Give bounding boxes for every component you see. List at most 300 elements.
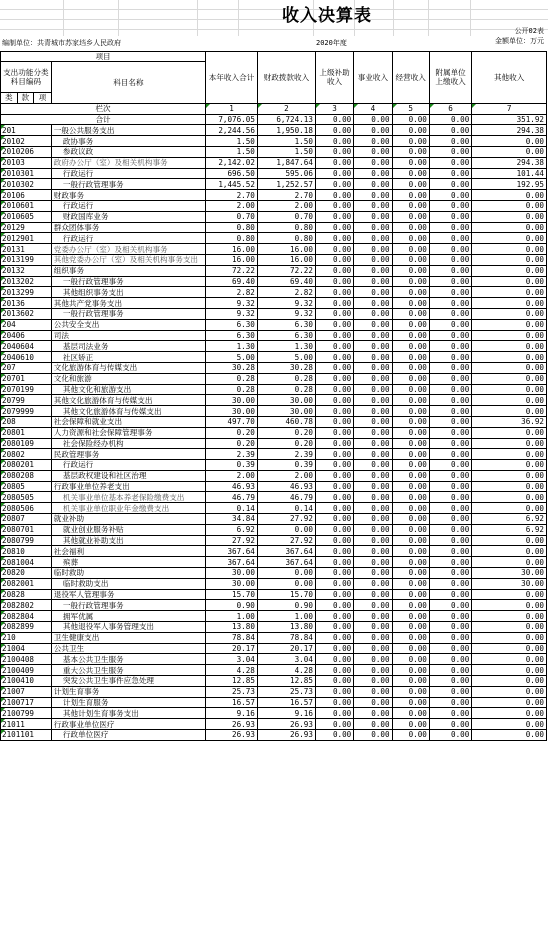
amount-cell: 0.00	[315, 438, 353, 449]
amount-cell: 0.00	[429, 427, 471, 438]
amount-cell: 0.00	[392, 362, 429, 373]
amount-cell: 0.00	[429, 514, 471, 525]
amount-cell: 294.38	[472, 125, 547, 136]
amount-cell: 0.00	[315, 373, 353, 384]
amount-cell: 0.00	[392, 179, 429, 190]
amount-cell: 0.00	[392, 352, 429, 363]
amount-cell: 0.00	[472, 244, 547, 255]
amount-cell: 0.00	[472, 233, 547, 244]
amount-cell: 9.16	[257, 708, 315, 719]
amount-cell: 1.50	[257, 136, 315, 147]
amount-cell: 4.28	[257, 665, 315, 676]
amount-cell: 0.00	[392, 503, 429, 514]
amount-cell: 0.00	[315, 568, 353, 579]
table-row	[1, 341, 547, 352]
table-row	[1, 179, 547, 190]
amount-cell: 0.00	[257, 524, 315, 535]
table-row	[1, 395, 547, 406]
amount-cell: 34.84	[206, 514, 258, 525]
table-row	[1, 535, 547, 546]
amount-cell: 0.00	[392, 200, 429, 211]
amount-cell: 9.32	[257, 298, 315, 309]
amount-cell: 0.00	[472, 265, 547, 276]
function-code-cell: 2040604	[1, 341, 52, 352]
subject-name-cell: 社会保险经办机构	[51, 438, 205, 449]
amount-cell: 6.92	[472, 514, 547, 525]
function-code-cell: 2010605	[1, 211, 52, 222]
amount-cell: 0.00	[472, 697, 547, 708]
function-code-cell: 20132	[1, 265, 52, 276]
amount-cell: 0.39	[257, 460, 315, 471]
amount-cell: 0.00	[429, 341, 471, 352]
amount-cell: 0.00	[472, 708, 547, 719]
amount-cell: 16.00	[206, 254, 258, 265]
amount-cell: 13.80	[257, 622, 315, 633]
subject-name-cell: 组织事务	[51, 265, 205, 276]
table-row	[1, 222, 547, 233]
amount-cell: 27.92	[257, 514, 315, 525]
amount-cell: 0.00	[354, 427, 392, 438]
amount-cell: 0.00	[354, 319, 392, 330]
amount-cell: 0.00	[315, 254, 353, 265]
subject-name-cell: 基本公共卫生服务	[51, 654, 205, 665]
amount-cell: 12.85	[257, 676, 315, 687]
amount-cell: 0.00	[472, 373, 547, 384]
function-code-cell: 20799	[1, 395, 52, 406]
amount-cell: 497.70	[206, 416, 258, 427]
amount-cell: 1.30	[257, 341, 315, 352]
compiling-unit: 编制单位：共青城市苏家垱乡人民政府	[2, 39, 121, 47]
amount-cell: 6.92	[472, 524, 547, 535]
amount-cell: 0.00	[472, 470, 547, 481]
amount-cell: 0.00	[472, 730, 547, 741]
function-code-cell: 204	[1, 319, 52, 330]
amount-cell: 3.04	[257, 654, 315, 665]
amount-cell: 0.00	[392, 557, 429, 568]
amount-cell: 0.00	[392, 146, 429, 157]
amount-cell: 27.92	[206, 535, 258, 546]
table-row	[1, 233, 547, 244]
amount-cell: 0.00	[354, 524, 392, 535]
amount-cell: 20.17	[206, 643, 258, 654]
amount-cell: 2.39	[257, 449, 315, 460]
table-row	[1, 600, 547, 611]
function-code-cell: 20801	[1, 427, 52, 438]
function-code-cell: 20701	[1, 373, 52, 384]
amount-cell: 5.00	[206, 352, 258, 363]
amount-cell: 0.00	[472, 460, 547, 471]
amount-cell: 0.00	[315, 481, 353, 492]
amount-cell: 0.00	[354, 611, 392, 622]
function-code-cell: 20805	[1, 481, 52, 492]
amount-cell: 0.00	[472, 395, 547, 406]
function-code-cell: 2081004	[1, 557, 52, 568]
amount-cell: 0.00	[429, 568, 471, 579]
amount-cell: 0.00	[392, 254, 429, 265]
amount-cell: 0.00	[315, 330, 353, 341]
table-row	[1, 503, 547, 514]
amount-cell: 0.00	[315, 244, 353, 255]
amount-cell: 0.00	[429, 535, 471, 546]
amount-cell: 0.00	[392, 481, 429, 492]
amount-cell: 69.40	[206, 276, 258, 287]
header-col-affiliated: 附属单位上缴收入	[429, 52, 471, 104]
amount-cell: 2.00	[257, 200, 315, 211]
subject-name-cell: 公共卫生	[51, 643, 205, 654]
function-code-cell: 21004	[1, 643, 52, 654]
amount-cell: 0.00	[472, 427, 547, 438]
amount-cell: 0.00	[392, 341, 429, 352]
amount-cell: 0.00	[429, 222, 471, 233]
amount-cell: 30.00	[472, 568, 547, 579]
amount-cell: 0.80	[206, 222, 258, 233]
function-code-cell: 2101101	[1, 730, 52, 741]
amount-cell: 0.00	[315, 146, 353, 157]
subject-name-cell: 突发公共卫生事件应急处理	[51, 676, 205, 687]
subject-name-cell: 其他计划生育事务支出	[51, 708, 205, 719]
subject-name-cell: 财政国库业务	[51, 211, 205, 222]
subject-name-cell: 政府办公厅（室）及相关机构事务	[51, 157, 205, 168]
amount-cell: 0.00	[472, 211, 547, 222]
header-col-business: 事业收入	[354, 52, 392, 104]
amount-cell: 0.00	[354, 136, 392, 147]
amount-cell: 0.00	[315, 460, 353, 471]
amount-cell: 0.00	[429, 557, 471, 568]
amount-cell: 0.00	[315, 676, 353, 687]
amount-cell: 0.00	[429, 632, 471, 643]
amount-cell: 0.00	[315, 708, 353, 719]
table-row	[1, 665, 547, 676]
function-code-cell: 2082804	[1, 611, 52, 622]
function-code-cell: 2080109	[1, 438, 52, 449]
function-code-cell: 2013299	[1, 287, 52, 298]
function-code-cell: 2080505	[1, 492, 52, 503]
subject-name-cell: 机关事业单位基本养老保险缴费支出	[51, 492, 205, 503]
amount-cell: 0.00	[392, 308, 429, 319]
amount-cell: 0.00	[429, 308, 471, 319]
amount-cell: 0.00	[315, 546, 353, 557]
function-code-cell: 2100799	[1, 708, 52, 719]
amount-cell: 0.00	[429, 319, 471, 330]
amount-cell: 0.00	[472, 298, 547, 309]
amount-cell: 0.00	[315, 265, 353, 276]
subject-name-cell: 人力资源和社会保障管理事务	[51, 427, 205, 438]
amount-cell: 0.00	[315, 665, 353, 676]
amount-cell: 0.00	[354, 146, 392, 157]
amount-cell: 0.90	[206, 600, 258, 611]
amount-cell: 0.00	[429, 654, 471, 665]
table-row	[1, 686, 547, 697]
amount-cell: 0.00	[354, 384, 392, 395]
amount-cell: 13.80	[206, 622, 258, 633]
table-row	[1, 157, 547, 168]
amount-cell: 0.00	[429, 395, 471, 406]
amount-cell: 0.00	[472, 557, 547, 568]
amount-cell: 1.00	[257, 611, 315, 622]
function-code-cell: 21011	[1, 719, 52, 730]
rank-num: 6	[429, 103, 471, 114]
table-row	[1, 557, 547, 568]
amount-cell: 0.00	[354, 492, 392, 503]
amount-cell: 0.00	[354, 308, 392, 319]
amount-cell: 0.00	[429, 276, 471, 287]
amount-cell: 0.00	[392, 157, 429, 168]
amount-cell: 0.00	[429, 643, 471, 654]
amount-cell: 0.00	[472, 589, 547, 600]
table-row	[1, 276, 547, 287]
amount-cell: 2.00	[206, 200, 258, 211]
amount-cell: 0.00	[472, 200, 547, 211]
amount-cell: 0.00	[472, 676, 547, 687]
subject-name-cell: 社会福利	[51, 546, 205, 557]
amount-cell: 0.00	[392, 654, 429, 665]
amount-cell: 0.00	[354, 200, 392, 211]
amount-cell: 0.00	[392, 298, 429, 309]
amount-cell: 0.00	[472, 438, 547, 449]
amount-cell: 0.00	[354, 568, 392, 579]
amount-cell: 0.00	[315, 503, 353, 514]
table-row	[1, 492, 547, 503]
amount-cell: 0.00	[315, 276, 353, 287]
amount-cell: 0.00	[315, 470, 353, 481]
table-row	[1, 362, 547, 373]
amount-cell: 0.00	[315, 524, 353, 535]
function-code-cell: 20810	[1, 546, 52, 557]
table-row	[1, 524, 547, 535]
amount-cell: 0.00	[354, 341, 392, 352]
amount-cell: 0.00	[315, 157, 353, 168]
amount-cell: 0.00	[392, 265, 429, 276]
amount-cell: 0.00	[472, 481, 547, 492]
amount-cell: 0.00	[429, 438, 471, 449]
amount-cell: 0.00	[429, 254, 471, 265]
amount-cell: 0.00	[429, 546, 471, 557]
table-row	[1, 298, 547, 309]
amount-cell: 0.28	[257, 373, 315, 384]
amount-cell: 0.00	[257, 568, 315, 579]
subject-name-cell: 一般行政管理事务	[51, 308, 205, 319]
amount-cell: 101.44	[472, 168, 547, 179]
function-code-cell: 2010301	[1, 168, 52, 179]
amount-cell: 0.00	[315, 686, 353, 697]
amount-cell: 16.57	[257, 697, 315, 708]
amount-cell: 0.00	[354, 416, 392, 427]
amount-cell: 0.00	[429, 384, 471, 395]
amount-cell: 0.00	[429, 470, 471, 481]
amount-cell: 0.00	[354, 632, 392, 643]
subject-name-cell: 社会保障和就业支出	[51, 416, 205, 427]
amount-cell: 0.00	[429, 406, 471, 417]
amount-cell: 0.00	[392, 643, 429, 654]
subject-name-cell: 行政事业单位医疗	[51, 719, 205, 730]
amount-cell: 0.00	[472, 622, 547, 633]
header-col-total: 本年收入合计	[206, 52, 258, 104]
amount-cell: 1.50	[206, 146, 258, 157]
amount-cell: 0.00	[315, 341, 353, 352]
amount-cell: 30.28	[206, 362, 258, 373]
report-title: 收入决算表	[282, 6, 372, 26]
function-code-cell: 20129	[1, 222, 52, 233]
function-code-cell: 20406	[1, 330, 52, 341]
amount-cell: 0.00	[392, 438, 429, 449]
amount-cell: 1.30	[206, 341, 258, 352]
amount-cell: 30.00	[206, 395, 258, 406]
function-code-cell: 2040610	[1, 352, 52, 363]
amount-cell: 0.00	[429, 373, 471, 384]
amount-cell: 0.80	[257, 233, 315, 244]
subject-name-cell: 其他文化旅游体育与传媒支出	[51, 406, 205, 417]
amount-cell: 0.00	[315, 136, 353, 147]
amount-cell: 0.00	[315, 200, 353, 211]
amount-cell: 0.00	[392, 708, 429, 719]
amount-cell: 0.14	[257, 503, 315, 514]
amount-cell: 0.00	[354, 514, 392, 525]
amount-cell: 0.00	[315, 589, 353, 600]
amount-cell: 0.00	[354, 395, 392, 406]
amount-cell: 0.00	[257, 578, 315, 589]
header-kuan: 款	[17, 93, 34, 104]
table-row	[1, 384, 547, 395]
function-code-cell: 2070199	[1, 384, 52, 395]
amount-cell: 0.00	[429, 578, 471, 589]
amount-cell: 72.22	[206, 265, 258, 276]
amount-cell: 0.00	[354, 222, 392, 233]
amount-cell: 2,244.56	[206, 125, 258, 136]
amount-cell: 0.00	[354, 276, 392, 287]
table-row	[1, 168, 547, 179]
amount-cell: 0.00	[315, 632, 353, 643]
amount-cell: 0.00	[472, 719, 547, 730]
amount-cell: 0.00	[354, 352, 392, 363]
amount-cell: 16.00	[206, 244, 258, 255]
table-row	[1, 514, 547, 525]
amount-cell: 0.20	[206, 438, 258, 449]
function-code-cell: 2013199	[1, 254, 52, 265]
table-row	[1, 676, 547, 687]
subject-name-cell: 机关事业单位职业年金缴费支出	[51, 503, 205, 514]
subject-name-cell: 党委办公厅（室）及相关机构事务	[51, 244, 205, 255]
function-code-cell: 20103	[1, 157, 52, 168]
function-code-cell: 20807	[1, 514, 52, 525]
table-row	[1, 352, 547, 363]
table-row	[1, 200, 547, 211]
function-code-cell: 208	[1, 416, 52, 427]
amount-cell: 0.00	[472, 254, 547, 265]
amount-cell: 0.00	[392, 524, 429, 535]
amount-cell: 0.00	[392, 546, 429, 557]
amount-cell: 0.00	[392, 611, 429, 622]
function-code-cell: 2013602	[1, 308, 52, 319]
amount-cell: 46.79	[206, 492, 258, 503]
subject-name-cell: 计划生育事务	[51, 686, 205, 697]
amount-cell: 30.00	[257, 395, 315, 406]
amount-cell: 0.00	[429, 168, 471, 179]
amount-cell: 0.00	[354, 449, 392, 460]
amount-cell: 0.00	[472, 643, 547, 654]
amount-cell: 78.84	[257, 632, 315, 643]
amount-cell: 0.00	[429, 352, 471, 363]
amount-cell: 0.00	[315, 406, 353, 417]
amount-cell: 1,950.18	[257, 125, 315, 136]
amount-cell: 0.00	[315, 222, 353, 233]
amount-cell: 0.00	[429, 298, 471, 309]
rank-num: 5	[392, 103, 429, 114]
amount-cell: 0.00	[315, 622, 353, 633]
amount-cell: 26.93	[206, 730, 258, 741]
amount-cell: 0.20	[257, 438, 315, 449]
currency-unit: 金额单位：万元	[495, 37, 544, 45]
total-value: 351.92	[472, 114, 547, 125]
amount-cell: 0.00	[392, 686, 429, 697]
amount-cell: 0.00	[429, 287, 471, 298]
amount-cell: 0.00	[392, 460, 429, 471]
amount-cell: 0.00	[429, 460, 471, 471]
amount-cell: 0.00	[315, 298, 353, 309]
amount-cell: 0.00	[354, 287, 392, 298]
table-row	[1, 568, 547, 579]
amount-cell: 4.28	[206, 665, 258, 676]
amount-cell: 72.22	[257, 265, 315, 276]
table-row	[1, 481, 547, 492]
amount-cell: 0.00	[354, 708, 392, 719]
amount-cell: 0.00	[354, 125, 392, 136]
function-code-cell: 2082899	[1, 622, 52, 633]
fiscal-year: 2020年度	[316, 39, 347, 47]
amount-cell: 294.38	[472, 157, 547, 168]
subject-name-cell: 文化旅游体育与传媒支出	[51, 362, 205, 373]
amount-cell: 0.00	[354, 697, 392, 708]
function-code-cell: 20131	[1, 244, 52, 255]
amount-cell: 26.93	[206, 719, 258, 730]
amount-cell: 0.00	[354, 503, 392, 514]
amount-cell: 0.00	[472, 287, 547, 298]
amount-cell: 367.64	[206, 546, 258, 557]
amount-cell: 0.00	[354, 330, 392, 341]
amount-cell: 69.40	[257, 276, 315, 287]
amount-cell: 1.50	[257, 146, 315, 157]
amount-cell: 0.00	[392, 416, 429, 427]
amount-cell: 0.00	[392, 190, 429, 201]
subject-name-cell: 司法	[51, 330, 205, 341]
amount-cell: 0.00	[354, 406, 392, 417]
table-row	[1, 308, 547, 319]
amount-cell: 0.00	[429, 449, 471, 460]
amount-cell: 0.00	[392, 211, 429, 222]
table-row	[1, 654, 547, 665]
amount-cell: 0.00	[392, 514, 429, 525]
header-col-other: 其他收入	[472, 52, 547, 104]
amount-cell: 0.00	[315, 352, 353, 363]
amount-cell: 0.00	[429, 665, 471, 676]
amount-cell: 0.20	[206, 427, 258, 438]
amount-cell: 0.00	[392, 719, 429, 730]
amount-cell: 0.00	[392, 535, 429, 546]
function-code-cell: 2080201	[1, 460, 52, 471]
table-row	[1, 708, 547, 719]
amount-cell: 0.00	[315, 233, 353, 244]
amount-cell: 0.00	[429, 362, 471, 373]
amount-cell: 0.00	[472, 535, 547, 546]
table-row	[1, 622, 547, 633]
amount-cell: 0.00	[392, 373, 429, 384]
amount-cell: 0.00	[354, 438, 392, 449]
function-code-cell: 2010206	[1, 146, 52, 157]
amount-cell: 0.00	[429, 481, 471, 492]
amount-cell: 367.64	[206, 557, 258, 568]
amount-cell: 0.00	[429, 492, 471, 503]
amount-cell: 25.73	[257, 686, 315, 697]
amount-cell: 0.00	[315, 190, 353, 201]
